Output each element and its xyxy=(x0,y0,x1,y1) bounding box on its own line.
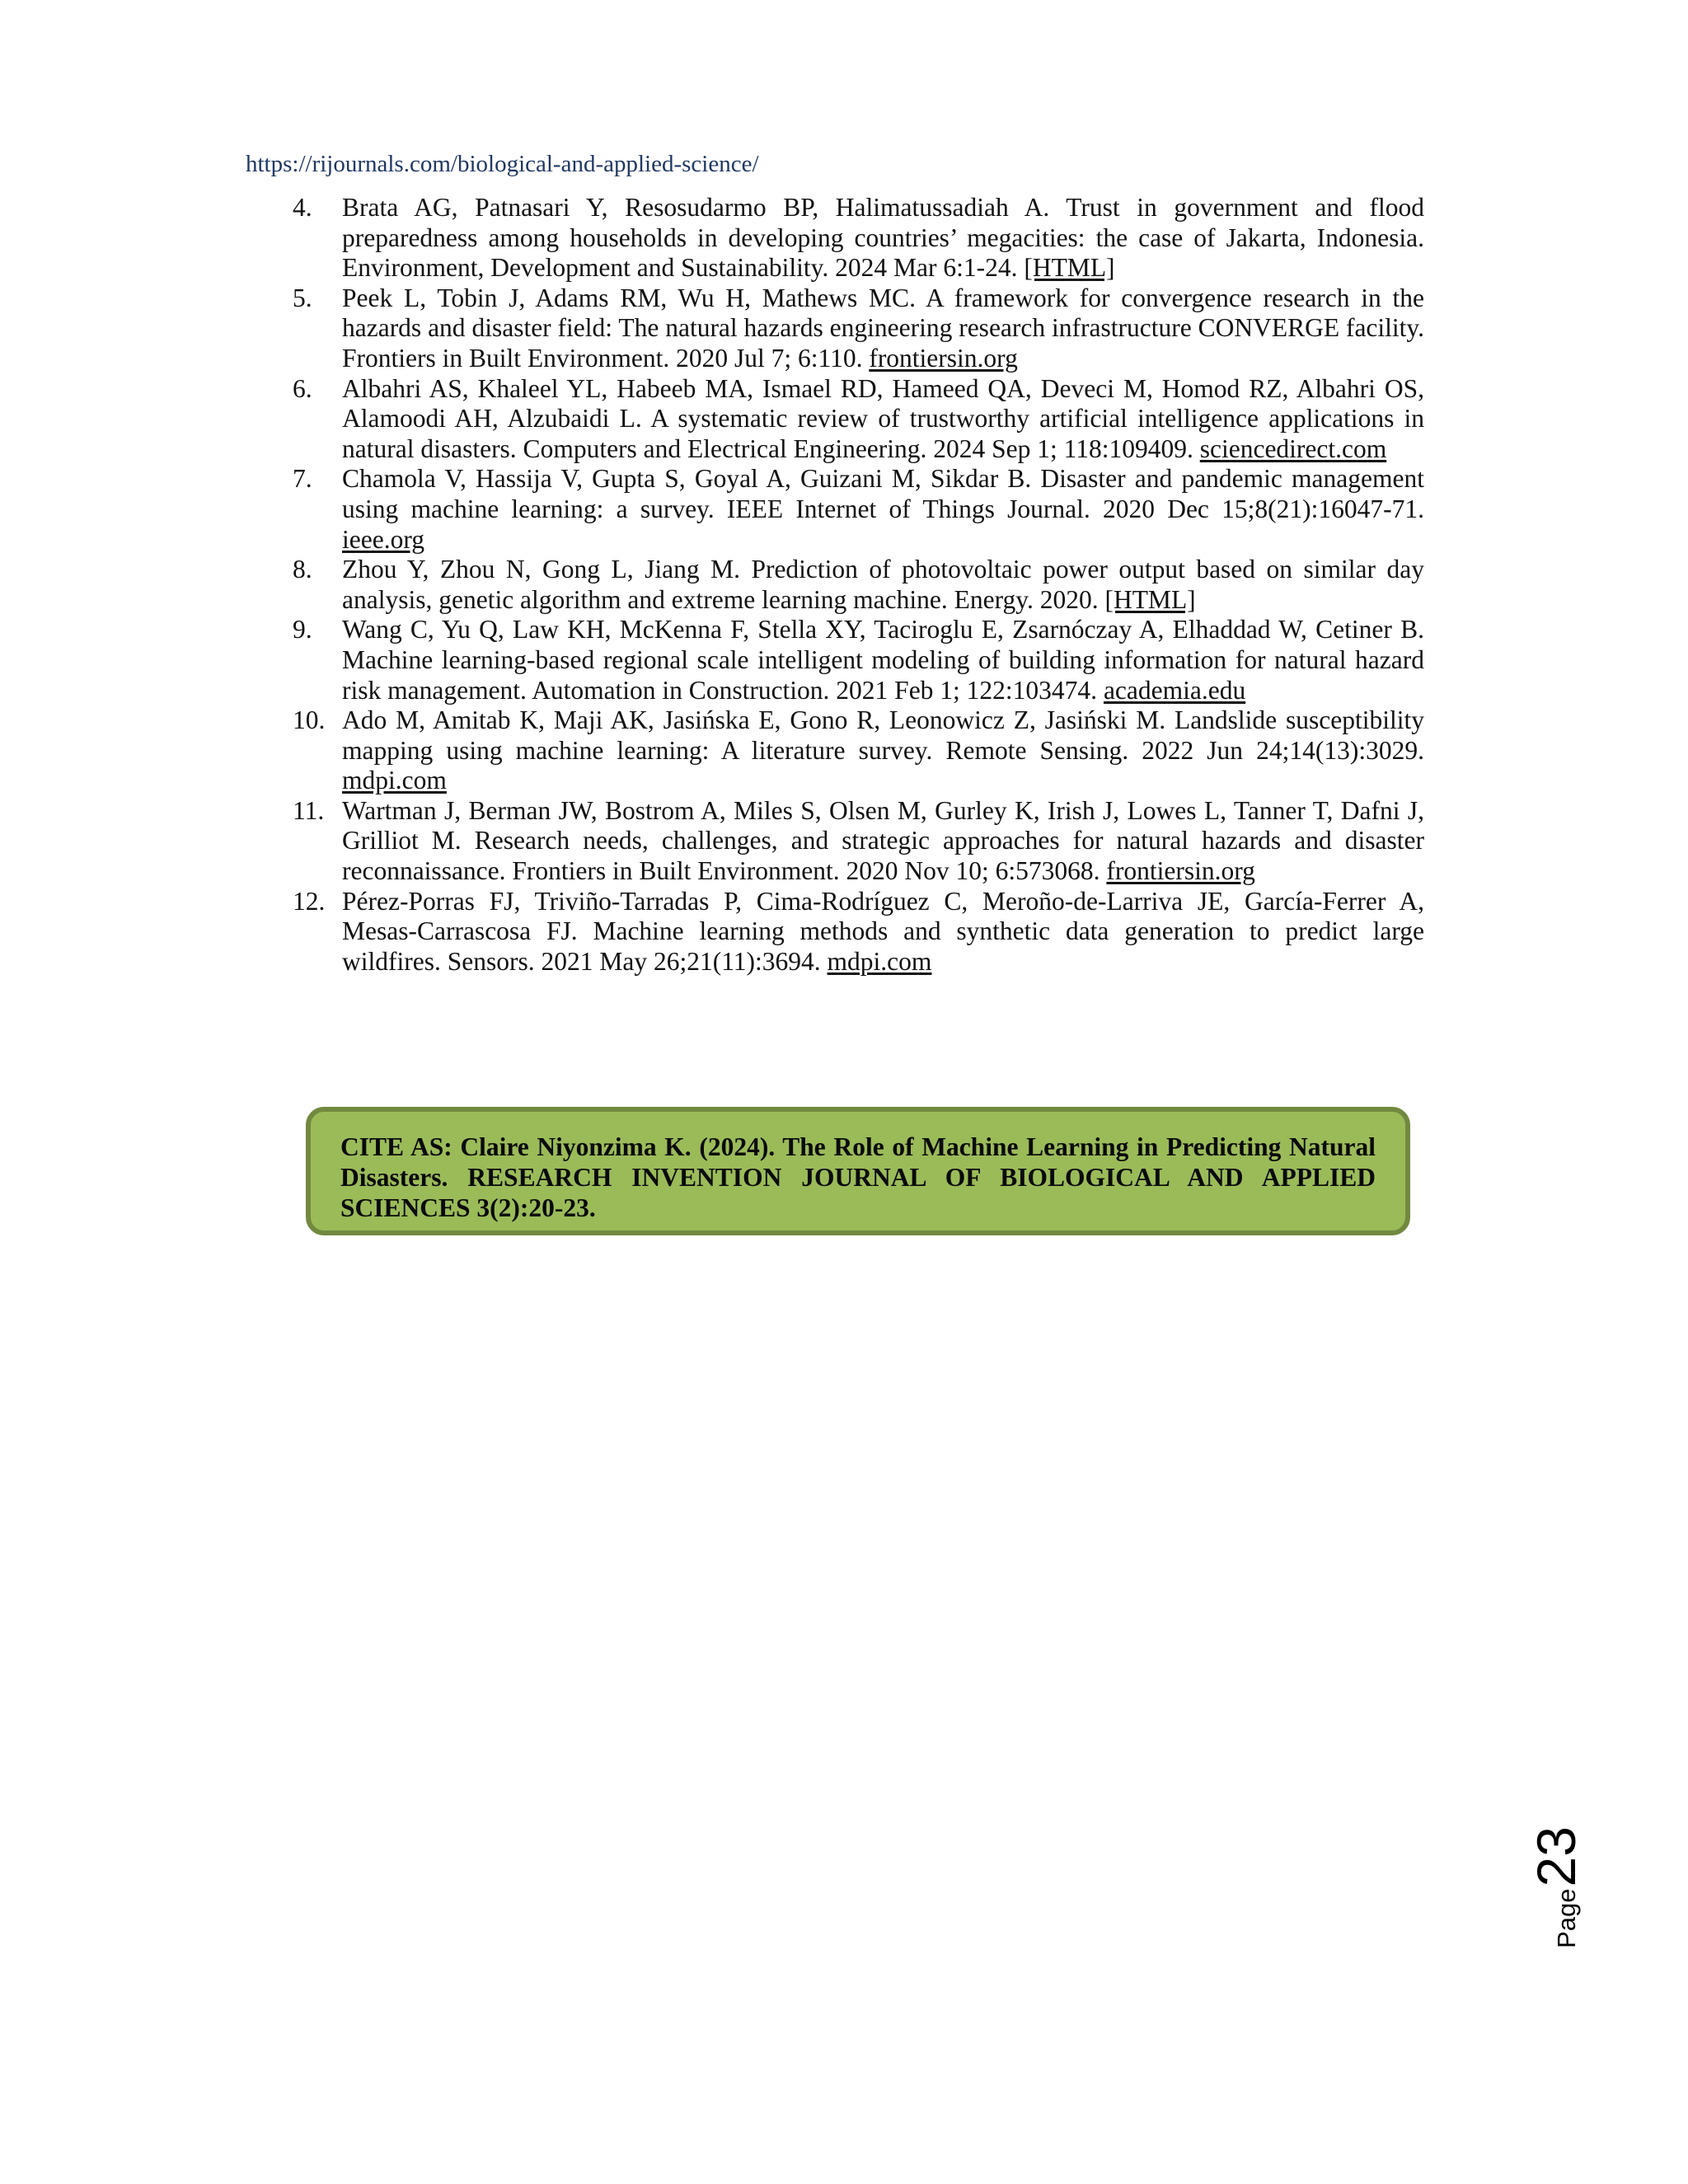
reference-text xyxy=(342,555,1424,615)
journal-url[interactable]: https://rijournals.com/biological-and-applied-science/ xyxy=(246,151,759,177)
reference-item xyxy=(293,464,1424,555)
reference-citation: Chamola V, Hassija V, Gupta S, Goyal A, Guizani M, Sikdar B. Disaster and pandemic management using machine learning: a survey. IEEE Internet of Things Journal. 2020 Dec 15;8(21):16047-71. xyxy=(342,464,1424,523)
reference-list xyxy=(293,193,1424,977)
reference-text xyxy=(342,374,1424,465)
reference-link[interactable]: sciencedirect.com xyxy=(1199,434,1387,463)
reference-item xyxy=(293,555,1424,615)
reference-item xyxy=(293,615,1424,705)
page-number: 23 xyxy=(1526,1826,1587,1887)
reference-item xyxy=(293,796,1424,887)
reference-link[interactable]: mdpi.com xyxy=(827,946,932,976)
reference-link[interactable]: ieee.org xyxy=(342,524,424,554)
reference-item xyxy=(293,374,1424,465)
reference-item xyxy=(293,284,1424,374)
reference-text xyxy=(342,615,1424,705)
reference-citation: Peek L, Tobin J, Adams RM, Wu H, Mathews MC. A framework for convergence research in the hazards and disaster field: The natural hazards engineering research infrastructure CONVERGE facility. Frontiers in Built Environment. 2020 Jul 7; 6:110. xyxy=(342,283,1424,373)
reference-number: 7. xyxy=(293,464,312,494)
reference-citation: Ado M, Amitab K, Maji AK, Jasińska E, Gono R, Leonowicz Z, Jasiński M. Landslide susceptibility mapping using machine learning: A literature survey. Remote Sensing. 2022 Jun 24;14(13):3029. xyxy=(342,705,1424,765)
reference-number: 11. xyxy=(293,795,325,825)
reference-citation: Zhou Y, Zhou N, Gong L, Jiang M. Prediction of photovoltaic power output based on similar day analysis, genetic algorithm and extreme learning machine. Energy. 2020. xyxy=(342,555,1424,614)
reference-number: 4. xyxy=(293,193,312,222)
reference-text xyxy=(342,464,1424,555)
reference-item xyxy=(293,705,1424,796)
reference-citation: Pérez-Porras FJ, Triviño-Tarradas P, Cima-Rodríguez C, Meroño-de-Larriva JE, García-Ferrer A, Mesas-Carrascosa FJ. Machine learning methods and synthetic data generation to predict large wildfires. Sensors. 2021 May 26;21(11):3694. xyxy=(342,886,1424,976)
reference-link[interactable]: academia.edu xyxy=(1103,675,1246,705)
reference-link[interactable]: [HTML] xyxy=(1024,253,1115,283)
reference-link[interactable]: frontiersin.org xyxy=(869,343,1018,373)
reference-text xyxy=(342,284,1424,374)
reference-number: 9. xyxy=(293,615,312,644)
page-number-marker xyxy=(1526,1821,1587,1953)
reference-citation: Brata AG, Patnasari Y, Resosudarmo BP, Halimatussadiah A. Trust in government and flood preparedness among households in developing countries’ megacities: the case of Jakarta, Indonesia. Environment, Development and Sustainability. 2024 Mar 6:1-24. xyxy=(342,193,1424,283)
reference-text xyxy=(342,193,1424,284)
reference-link[interactable]: [HTML] xyxy=(1104,584,1196,614)
reference-item xyxy=(293,193,1424,284)
reference-number: 12. xyxy=(293,886,326,916)
reference-number: 6. xyxy=(293,373,312,403)
reference-number: 8. xyxy=(293,555,312,584)
reference-number: 10. xyxy=(293,705,326,735)
reference-citation: Wartman J, Berman JW, Bostrom A, Miles S, Olsen M, Gurley K, Irish J, Lowes L, Tanner T, Dafni J, Grilliot M. Research needs, challenges, and strategic approaches for natural hazards and disaster reconnaissance. Frontiers in Built Environment. 2020 Nov 10; 6:573068. xyxy=(342,795,1424,886)
reference-item xyxy=(293,887,1424,977)
reference-text xyxy=(342,887,1424,977)
page-label: Page xyxy=(1552,1888,1581,1948)
cite-as-text: CITE AS: Claire Niyonzima K. (2024). The Role of Machine Learning in Predicting Natural Disasters. RESEARCH INVENTION JOURNAL OF BIOLOGICAL AND APPLIED SCIENCES 3(2):20-23. xyxy=(340,1132,1376,1222)
reference-link[interactable]: mdpi.com xyxy=(342,766,447,795)
reference-citation: Albahri AS, Khaleel YL, Habeeb MA, Ismael RD, Hameed QA, Deveci M, Homod RZ, Albahri OS, Alamoodi AH, Alzubaidi L. A systematic review of trustworthy artificial intelligence applications in natural disasters. Computers and Electrical Engineering. 2024 Sep 1; 118:109409. xyxy=(342,373,1424,463)
reference-text xyxy=(342,796,1424,887)
cite-as-box xyxy=(306,1107,1410,1235)
page-number-rotated xyxy=(1525,1826,1587,1948)
reference-link[interactable]: frontiersin.org xyxy=(1106,856,1255,886)
reference-citation: Wang C, Yu Q, Law KH, McKenna F, Stella XY, Taciroglu E, Zsarnóczay A, Elhaddad W, Cetiner B. Machine learning-based regional scale intelligent modeling of building information for natural hazard risk management. Automation in Construction. 2021 Feb 1; 122:103474. xyxy=(342,615,1424,705)
reference-number: 5. xyxy=(293,283,312,312)
reference-text xyxy=(342,705,1424,796)
